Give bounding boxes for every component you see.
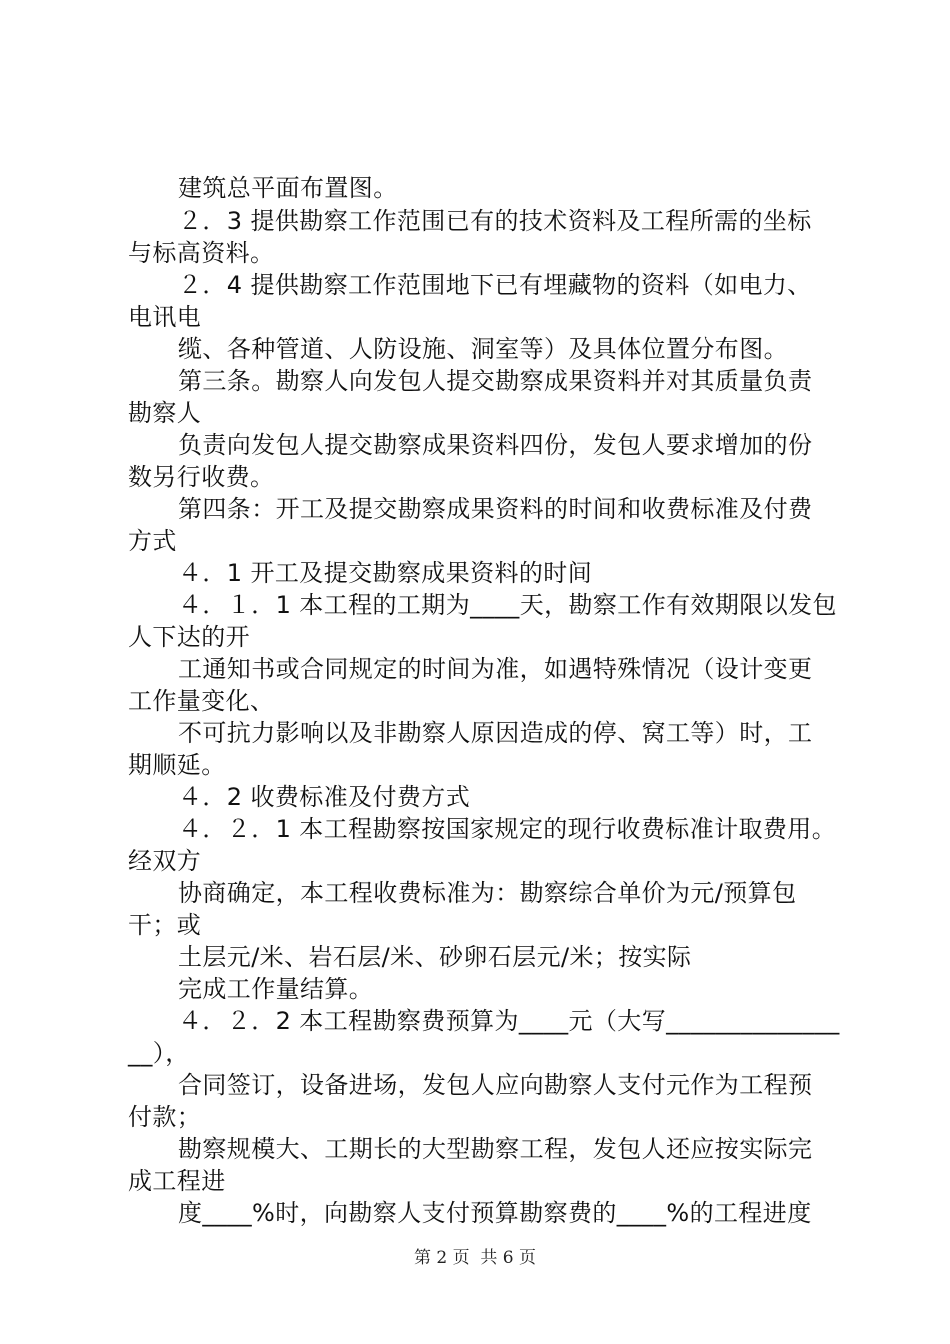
text-line: 人下达的开 [128, 623, 250, 651]
text-line: 第三条。勘察人向发包人提交勘察成果资料并对其质量负责 [178, 367, 813, 395]
text-line: ４．２．1 本工程勘察按国家规定的现行收费标准计取费用。 [178, 815, 837, 843]
text-line: 勘察人 [128, 399, 202, 427]
text-line: 完成工作量结算。 [178, 975, 374, 1003]
text-line: 缆、各种管道、人防设施、洞室等）及具体位置分布图。 [178, 335, 788, 363]
text-line: 工作量变化、 [128, 687, 275, 715]
text-line: 土层元/米、岩石层/米、砂卵石层元/米；按实际 [178, 943, 692, 971]
text-line: 协商确定，本工程收费标准为：勘察综合单价为元/预算包 [178, 879, 797, 907]
text-line: 干；或 [128, 911, 202, 939]
text-line: __）， [128, 1039, 190, 1067]
text-line: 电讯电 [128, 303, 202, 331]
text-line: 工通知书或合同规定的时间为准，如遇特殊情况（设计变更 [178, 655, 813, 683]
text-line: ４．１．1 本工程的工期为____天，勘察工作有效期限以发包 [178, 591, 837, 619]
text-line: 期顺延。 [128, 751, 226, 779]
text-line: 不可抗力影响以及非勘察人原因造成的停、窝工等）时，工 [178, 719, 813, 747]
text-line: 度____%时，向勘察人支付预算勘察费的____%的工程进度 [178, 1199, 812, 1227]
text-line: 方式 [128, 527, 177, 555]
text-line: 成工程进 [128, 1167, 226, 1195]
text-line: ４．2 收费标准及付费方式 [178, 783, 471, 811]
text-line: 付款； [128, 1103, 202, 1131]
text-line: ２．3 提供勘察工作范围已有的技术资料及工程所需的坐标 [178, 207, 812, 235]
text-line: ２．4 提供勘察工作范围地下已有埋藏物的资料（如电力、 [178, 271, 812, 299]
text-line: 数另行收费。 [128, 463, 275, 491]
page-number-footer: 第 2 页 共 6 页 [413, 1248, 537, 1268]
text-line: 建筑总平面布置图。 [178, 174, 398, 202]
text-line: 合同签订，设备进场，发包人应向勘察人支付元作为工程预 [178, 1071, 813, 1099]
text-line: 经双方 [128, 847, 202, 875]
text-line: ４．1 开工及提交勘察成果资料的时间 [178, 559, 593, 587]
text-line: 勘察规模大、工期长的大型勘察工程，发包人还应按实际完 [178, 1135, 813, 1163]
text-line: 负责向发包人提交勘察成果资料四份，发包人要求增加的份 [178, 431, 813, 459]
text-line: 第四条：开工及提交勘察成果资料的时间和收费标准及付费 [178, 495, 813, 523]
text-line: ４．２．2 本工程勘察费预算为____元（大写______________ [178, 1007, 840, 1035]
text-line: 与标高资料。 [128, 239, 275, 267]
